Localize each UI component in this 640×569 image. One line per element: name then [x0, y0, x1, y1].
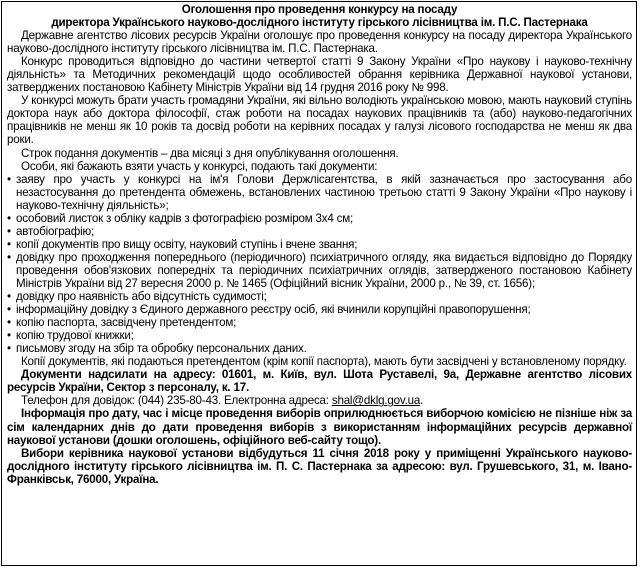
- paragraph-contacts: [7, 394, 632, 407]
- list-item: • автобіографію;: [7, 225, 632, 238]
- title-line-2: директора Українського науково-дослідного інституту гірського лісівництва ім. П.С. Пастернака: [51, 16, 588, 30]
- list-item: • інформаційну довідку з Єдиного державного реєстру осіб, які вчинили корупційні правопорушення;: [7, 303, 632, 316]
- list-item: • копію трудової книжки;: [7, 329, 632, 342]
- paragraph-election-info: Інформація про дату, час і місце проведення виборів оприлюднюється виборчою комісією не пізніше ніж за сім календарних днів до дати проведення виборів з використанням інформаційних ресурсів державної наукової установи (дошки оголошень, офіційного веб-сайту тощо).: [7, 407, 632, 447]
- paragraph-intro: Державне агентство лісових ресурсів України оголошує про проведення конкурсу на посаду директора Українського науково-дослідного інституту гірського лісівництва ім. П.С. Пастернака.: [7, 29, 632, 56]
- announcement-frame: [1, 1, 637, 566]
- paragraph-documents-intro: Особи, які бажають взяти участь у конкурсі, подають такі документи:: [21, 159, 378, 173]
- paragraph-deadline: Строк подання документів – два місяці з дня опублікування оголошення.: [21, 146, 399, 160]
- list-item: • довідку про проходження попереднього (періодичного) психіатричного огляду, яка видається відповідно до Порядку проведення обов'язкових попередніх та періодичних психіатричних оглядів, затвердженого постановою Кабінету Міністрів України від 27 вересня 2000 р. № 1465 (Офіційний вісник України, 2000 р., № 39, ст. 1656);: [7, 251, 632, 290]
- paragraph-mailing-address: Документи надсилати на адресу: 01601, м. Київ, вул. Шота Руставелі, 9а, Державне агентство лісових ресурсів України, Сектор з персоналу, к. 17.: [7, 368, 632, 395]
- list-item: • особовий листок з обліку кадрів з фотографією розміром 3х4 см;: [7, 212, 632, 225]
- paragraph-eligibility: У конкурсі можуть брати участь громадяни України, які вільно володіють українською мовою, мають науковий ступінь доктора наук або доктора філософії, стаж роботи на посадах наукових працівників та (або) науково-педагогічних працівників не менш як 10 років та досвід роботи на керівних посадах у галузі лісового господарства не менш як два роки.: [7, 94, 632, 147]
- paragraph-legal-basis: Конкурс проводиться відповідно до частини четвертої статті 9 Закону України «Про наукову і науково-технічну діяльність» та Методичних рекомендацій щодо особливостей обрання керівника Державної наукової установи, затверджених постановою Кабінету Міністрів України від 14 грудня 2016 року № 998.: [7, 55, 632, 95]
- list-item: • заяву про участь у конкурсі на ім'я Голови Держлісагентства, в якій зазначається про застосування або незастосування до претендента обмежень, встановлених частиною третьою статті 9 Закону України «Про наукову і науково-технічну діяльність»;: [7, 173, 632, 212]
- paragraph-copies-certification: Копії документів, які подаються претендентом (крім копії паспорта), мають бути засвідчені у встановленому порядку.: [21, 355, 627, 369]
- list-item: • копію паспорта, засвідчену претендентом;: [7, 316, 632, 329]
- email-link[interactable]: shal@dklg.gov.ua: [331, 394, 421, 408]
- contacts-text: Телефон для довідок: (044) 235-80-43. Електронна адреса:: [21, 394, 332, 408]
- documents-list: [7, 173, 632, 356]
- contacts-suffix: .: [420, 394, 424, 408]
- list-item: • письмову згоду на збір та обробку персональних даних.: [7, 342, 632, 355]
- list-item: • довідку про наявність або відсутність судимості;: [7, 290, 632, 303]
- paragraph-election-date: Вибори керівника наукової установи відбудуться 11 січня 2018 року у приміщенні Українського науково-дослідного інституту гірського лісівництва ім. П. С. Пастернака за адресою: вул. Грушевського, 31, м. Івано-Франківськ, 76000, Україна.: [7, 446, 632, 486]
- list-item: • копії документів про вищу освіту, науковий ступінь і вчене звання;: [7, 238, 632, 251]
- title-line-1: Оголошення про проведення конкурсу на посаду: [181, 3, 458, 16]
